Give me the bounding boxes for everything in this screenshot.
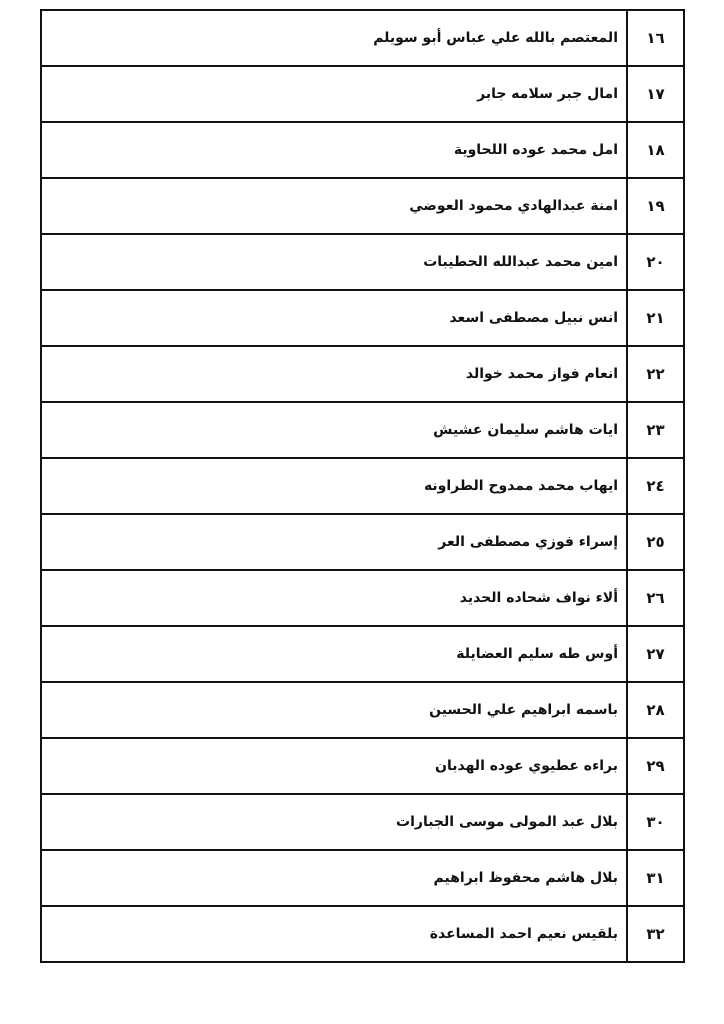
- row-number: ٢٣: [627, 402, 684, 458]
- row-name: امال جبر سلامه جابر: [41, 66, 627, 122]
- row-number: ٢٥: [627, 514, 684, 570]
- row-number: ١٧: [627, 66, 684, 122]
- row-number: ١٨: [627, 122, 684, 178]
- row-number: ١٦: [627, 10, 684, 66]
- table-row: [41, 850, 684, 906]
- table-row: [41, 794, 684, 850]
- table-row: [41, 178, 684, 234]
- table-row: [41, 122, 684, 178]
- row-name: باسمه ابراهيم علي الحسين: [41, 682, 627, 738]
- row-name: بلال عبد المولى موسى الجبارات: [41, 794, 627, 850]
- row-name: امل محمد عوده اللحاوية: [41, 122, 627, 178]
- table-row: [41, 682, 684, 738]
- row-number: ٢٩: [627, 738, 684, 794]
- row-number: ٢٢: [627, 346, 684, 402]
- table-row: [41, 346, 684, 402]
- row-number: ٣٢: [627, 906, 684, 962]
- row-number: ٢٨: [627, 682, 684, 738]
- row-name: أوس طه سليم العضايلة: [41, 626, 627, 682]
- table-row: [41, 10, 684, 66]
- table-row: [41, 906, 684, 962]
- table-row: [41, 738, 684, 794]
- row-number: ٢٧: [627, 626, 684, 682]
- row-name: امين محمد عبدالله الحطيبات: [41, 234, 627, 290]
- table-row: [41, 234, 684, 290]
- row-number: ٣٠: [627, 794, 684, 850]
- table-row: [41, 402, 684, 458]
- table-row: [41, 514, 684, 570]
- row-number: ٢٦: [627, 570, 684, 626]
- row-name: ايهاب محمد ممدوح الطراونه: [41, 458, 627, 514]
- row-name: المعتصم بالله علي عباس أبو سويلم: [41, 10, 627, 66]
- row-number: ٣١: [627, 850, 684, 906]
- table-row: [41, 290, 684, 346]
- row-number: ٢٠: [627, 234, 684, 290]
- row-name: انعام فواز محمد خوالد: [41, 346, 627, 402]
- row-name: بلقيس نعيم احمد المساعدة: [41, 906, 627, 962]
- row-name: بلال هاشم محفوظ ابراهيم: [41, 850, 627, 906]
- table-row: [41, 570, 684, 626]
- table-row: [41, 458, 684, 514]
- row-name: إسراء فوزي مصطفى العر: [41, 514, 627, 570]
- row-name: ألاء نواف شحاده الحديد: [41, 570, 627, 626]
- row-name: براءه عطيوي عوده الهدبان: [41, 738, 627, 794]
- row-name: امنة عبدالهادي محمود العوضي: [41, 178, 627, 234]
- row-number: ٢١: [627, 290, 684, 346]
- row-name: انس نبيل مصطفى اسعد: [41, 290, 627, 346]
- names-table: [40, 9, 685, 963]
- table-row: [41, 66, 684, 122]
- row-number: ٢٤: [627, 458, 684, 514]
- row-name: ايات هاشم سليمان عشيش: [41, 402, 627, 458]
- table-row: [41, 626, 684, 682]
- row-number: ١٩: [627, 178, 684, 234]
